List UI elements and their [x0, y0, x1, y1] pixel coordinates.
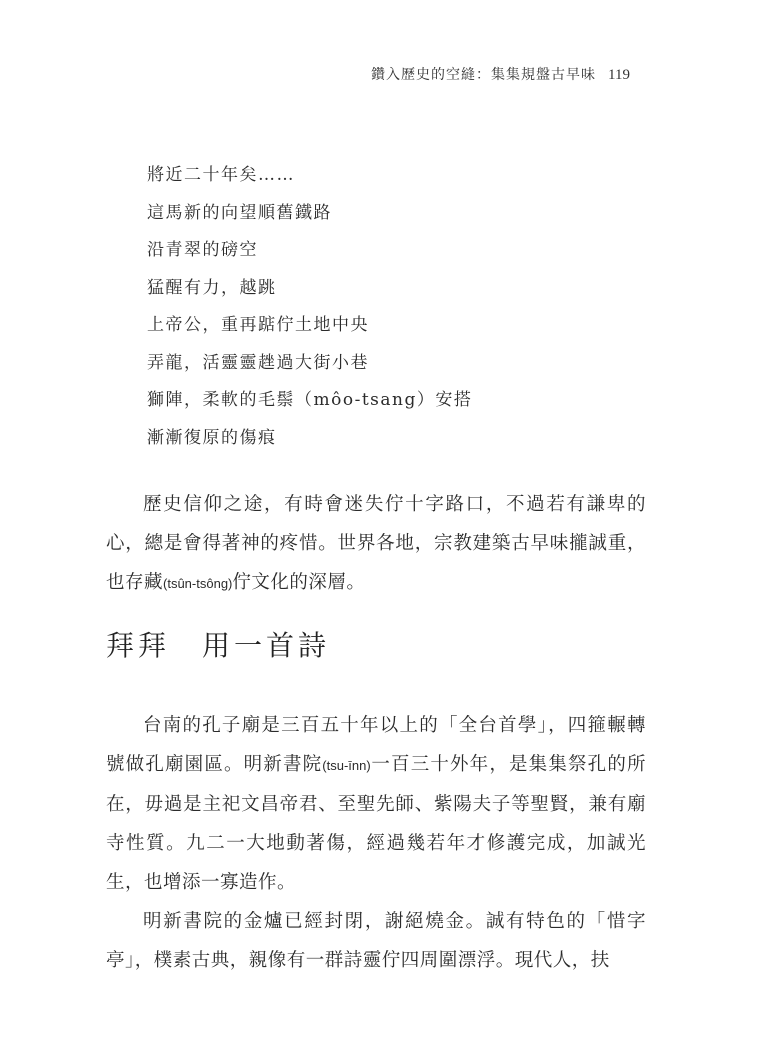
- romanization: (tsûn-tsông): [163, 576, 233, 591]
- poem-line: 漸漸復原的傷痕: [147, 427, 277, 448]
- poem-line: 猛醒有力，越跳: [147, 277, 277, 298]
- text-run: 一百三十外年，是集集祭孔的所在，毋過是主祀文昌帝君、至聖先師、紫陽夫子等聖賢，兼有廟寺性質。九二一大地動著傷，經過幾若年才修護完成，加誠光生，也增添一寡造作。: [106, 754, 646, 893]
- paragraph-text: [106, 485, 646, 603]
- poem-line: 獅陣，柔軟的毛鬃（môo-tsang）安搭: [147, 390, 473, 410]
- section-heading: 拜拜 用一首詩: [106, 629, 331, 662]
- text-run: 台南的孔子廟是三百五十年以上的「全台首學」，四箍輾轉號做孔廟園區。明新書院: [106, 715, 646, 775]
- running-header-title: 鑽入歷史的空縫：集集規盤古早味: [371, 67, 597, 83]
- body-text: [106, 706, 646, 980]
- poem-block: [147, 157, 607, 457]
- poem-line: 將近二十年矣……: [147, 165, 295, 185]
- poem-line: 沿青翠的磅空: [147, 240, 258, 260]
- poem-line: 弄龍，活靈靈趖過大街小巷: [147, 352, 369, 373]
- paragraph-confucius-temple: [106, 706, 646, 902]
- poem-line: 上帝公，重再踮佇土地中央: [147, 315, 369, 335]
- page-number: 119: [608, 67, 630, 83]
- text-run: 佇文化的深層。: [232, 572, 366, 593]
- poem-line: 這馬新的向望順舊鐵路: [147, 202, 332, 223]
- paragraph-minghsin: 明新書院的金爐已經封閉，謝絕燒金。誠有特色的「惜字亭」，樸素古典，親像有一群詩靈佇四周圍漂浮。現代人，扶: [106, 911, 646, 971]
- text-run: 歷史信仰之途，有時會迷失佇十字路口，不過若有謙卑的心，總是會得著神的疼惜。世界各地，宗教建築古早味攏誠重，也存藏: [106, 494, 646, 593]
- romanization: (tsu-īnn): [322, 758, 371, 773]
- paragraph-history: [106, 485, 646, 603]
- running-header: [371, 64, 630, 84]
